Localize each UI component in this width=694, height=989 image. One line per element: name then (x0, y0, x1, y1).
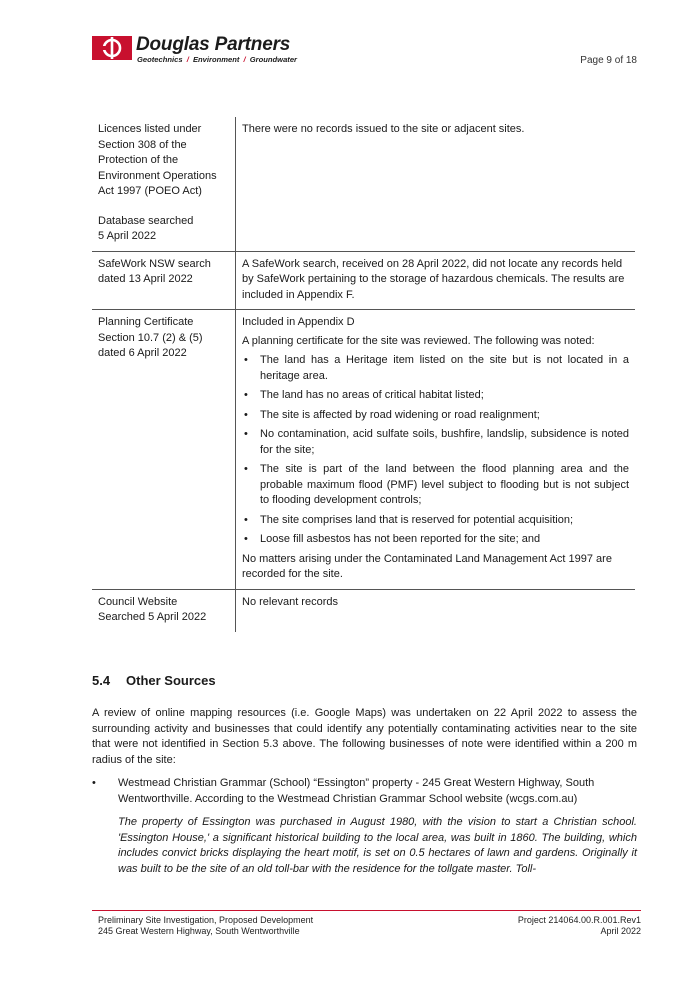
row-label-line: Section 10.7 (2) & (5) (98, 331, 203, 344)
bullet-text: Westmead Christian Grammar (School) “Essington” property - 245 Great Western Highway, South Wentworthville. According to the Westmead Christian Grammar School website (wcgs.com.au) (118, 777, 595, 805)
row-label-line: Council Website (98, 595, 178, 608)
search-results-table (92, 117, 635, 632)
list-item: • No contamination, acid sulfate soils, bushfire, landslip, subsidence is noted for the site; (242, 427, 629, 458)
company-logo (92, 34, 332, 66)
page-header (92, 34, 637, 74)
section-number: 5.4 (92, 673, 111, 688)
logo-tagline (137, 55, 297, 64)
tagline-item: Geotechnics (137, 55, 183, 64)
footer-report-title: Preliminary Site Investigation, Proposed Development (98, 915, 314, 925)
row-intro: A planning certificate for the site was reviewed. The following was noted: (242, 334, 595, 347)
database-searched-label: Database searched (98, 214, 194, 227)
row-label-line: Protection of the (98, 154, 179, 166)
list-item: • The site comprises land that is reserved for potential acquisition; (242, 513, 629, 529)
row-intro: Included in Appendix D (242, 316, 355, 328)
table-row (92, 310, 635, 590)
row-label-line: Environment Operations (98, 169, 217, 182)
section-title: Other Sources (126, 673, 216, 688)
row-content-cell (236, 251, 636, 310)
table-row (92, 117, 635, 251)
table-row (92, 251, 635, 310)
section-paragraph: A review of online mapping resources (i.e. Google Maps) was undertaken on 22 April 2022 to assess the surrounding activity and businesses that could identify any potentially contaminating activities near to the site that were not identified in Section 5.3 above. The following businesses of note were identified within a 200 m radius of the site: (92, 707, 637, 766)
row-content-cell (236, 589, 636, 632)
douglas-partners-logo-icon (92, 36, 132, 60)
tagline-item: Environment (192, 55, 240, 64)
logo-company-name: Douglas Partners (136, 34, 291, 55)
row-label-cell (92, 251, 236, 310)
bullet-marker: • (92, 777, 96, 789)
footer-address: 245 Great Western Highway, South Wentworthville (98, 926, 300, 936)
row-label-line: Planning Certificate (98, 316, 194, 328)
row-label-line: dated 13 April 2022 (98, 273, 193, 285)
tagline-separator: / (243, 55, 246, 64)
row-label-cell (92, 117, 236, 251)
list-item: • The site is affected by road widening or road realignment; (242, 408, 629, 424)
row-label-line: Section 308 of the (98, 138, 187, 151)
row-text: A SafeWork search, received on 28 April 2022, did not locate any records held by SafeWork pertaining to the storage of hazardous chemicals. The results are included in Appendix F. (242, 257, 625, 301)
footer-row (92, 915, 641, 937)
row-label-line: Act 1997 (POEO Act) (98, 185, 202, 197)
row-label-line: Licences listed under (98, 123, 202, 135)
section-heading (92, 672, 637, 690)
list-item: • The land has a Heritage item listed on the site but is not located in a heritage area. (242, 353, 629, 384)
row-label-cell (92, 310, 236, 590)
list-item: • The land has no areas of critical habitat listed; (242, 388, 629, 404)
table-row (92, 589, 635, 632)
footer-divider (92, 910, 641, 911)
list-item: • The site is part of the land between the flood planning area and the probable maximum flood (PMF) level subject to flooding but is not subject to flooding development controls; (242, 462, 629, 509)
tagline-separator: / (186, 55, 189, 64)
planning-findings-list (242, 353, 629, 548)
quoted-excerpt: The property of Essington was purchased in August 1980, with the vision to start a Christian school. 'Essington House,' a significant historical building to the local area, was built in 1860. The building, which includes convict bricks displaying the heart motif, is set on 0.5 hectares of lawn and gardens. Originally it was built to be the site of an old toll-bar with the residence for the tollgate master. Toll- (118, 816, 637, 875)
list-item (92, 776, 637, 807)
list-item: • Loose fill asbestos has not been reported for the site; and (242, 532, 629, 548)
row-label-cell (92, 589, 236, 632)
row-text: No relevant records (242, 595, 338, 608)
page-number: Page 9 of 18 (580, 55, 637, 66)
row-label-line: dated 6 April 2022 (98, 347, 187, 359)
footer-right (518, 915, 641, 937)
footer-left (98, 915, 313, 937)
footer-project-number: Project 214064.00.R.001.Rev1 (517, 915, 641, 925)
row-outro: No matters arising under the Contaminated Land Management Act 1997 are recorded for the site. (242, 552, 612, 580)
row-text: There were no records issued to the site or adjacent sites. (242, 123, 525, 135)
footer-date: April 2022 (600, 926, 641, 936)
row-content-cell (236, 117, 636, 251)
row-label-line: Searched 5 April 2022 (98, 611, 207, 623)
database-searched-date: 5 April 2022 (98, 230, 157, 242)
row-label-line: SafeWork NSW search (98, 257, 211, 270)
row-content-cell (236, 310, 636, 590)
other-sources-section (92, 672, 637, 877)
page-footer (92, 910, 641, 937)
tagline-item: Groundwater (249, 55, 298, 64)
